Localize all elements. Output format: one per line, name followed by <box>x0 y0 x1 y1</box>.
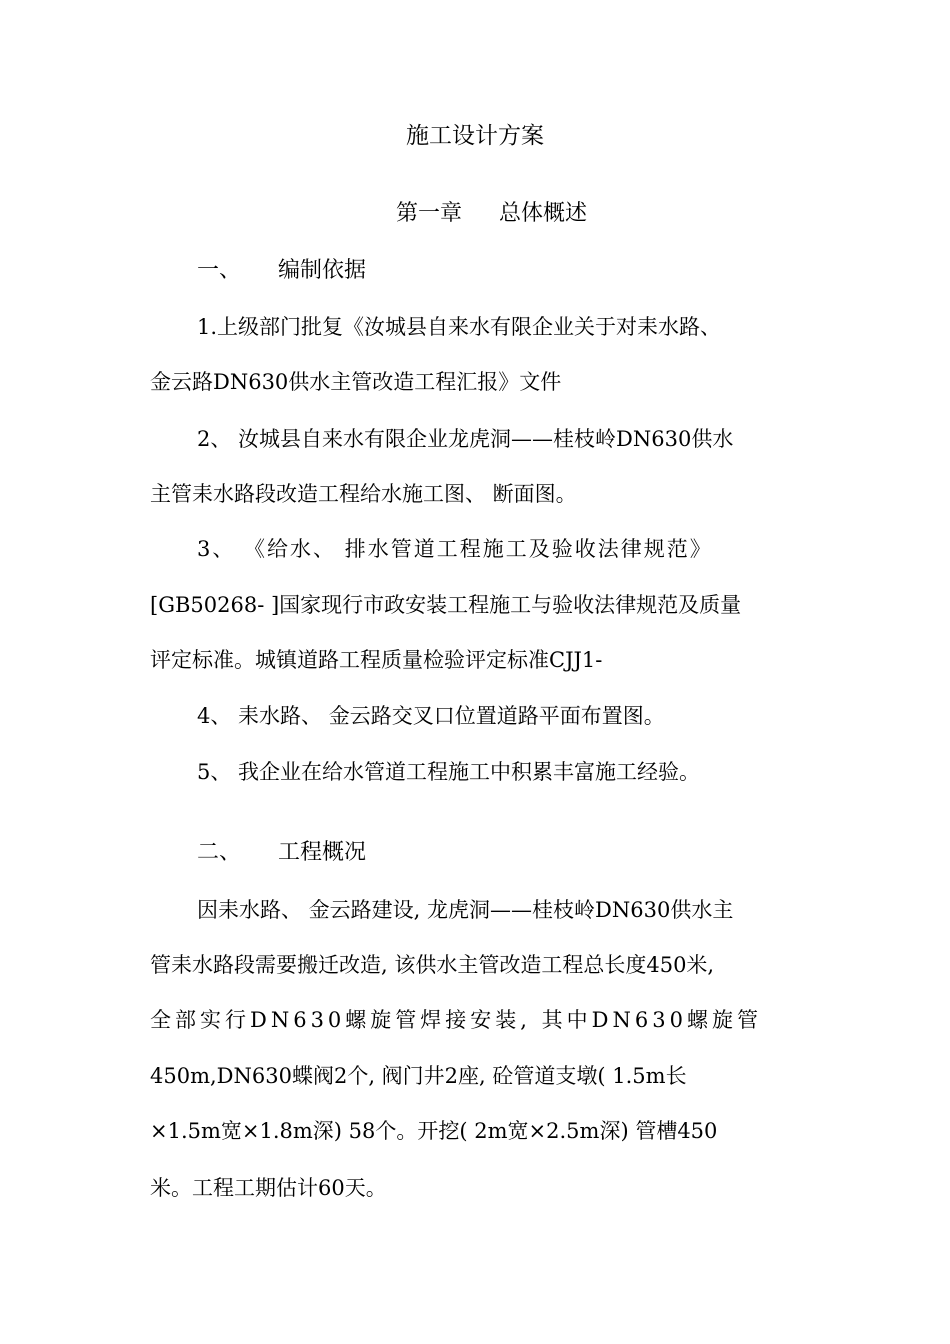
paragraph-line: 评定标准。城镇道路工程质量检验评定标准CJJ1- <box>150 648 603 672</box>
section-number: 一、 <box>197 258 242 283</box>
section-heading <box>197 257 366 285</box>
paragraph-line: 主管耒水路段改造工程给水施工图、 断面图。 <box>150 482 577 506</box>
paragraph-line: 3、 《给水、 排水管道工程施工及验收法律规范》 <box>197 537 713 561</box>
chapter-label: 第一章 <box>396 201 463 226</box>
paragraph-line: 管耒水路段需要搬迁改造, 该供水主管改造工程总长度450米, <box>150 953 715 977</box>
section-number: 二、 <box>197 840 242 865</box>
section-title: 编制依据 <box>278 258 367 283</box>
paragraph-line: 1.上级部门批复《汝城县自来水有限企业关于对耒水路、 <box>197 315 722 339</box>
chapter-name: 总体概述 <box>499 201 588 226</box>
paragraph-line: [GB50268- ]国家现行市政安装工程施工与验收法律规范及质量 <box>150 593 742 617</box>
paragraph-line: 金云路DN630供水主管改造工程汇报》文件 <box>150 370 562 394</box>
paragraph-line: 4、 耒水路、 金云路交叉口位置道路平面布置图。 <box>197 704 665 728</box>
paragraph-line: 米。工程工期估计60天。 <box>150 1176 387 1200</box>
paragraph-line: ×1.5m宽×1.8m深) 58个。开挖( 2m宽×2.5m深) 管槽450 <box>150 1119 718 1143</box>
paragraph-line: 全部实行DN630螺旋管焊接安装, 其中DN630螺旋管 <box>150 1008 762 1032</box>
paragraph-line: 5、 我企业在给水管道工程施工中积累丰富施工经验。 <box>197 760 701 784</box>
paragraph-line: 因耒水路、 金云路建设, 龙虎洞——桂枝岭DN630供水主 <box>197 898 734 922</box>
paragraph-line: 2、 汝城县自来水有限企业龙虎洞——桂枝岭DN630供水 <box>197 427 734 451</box>
paragraph-line: 450m,DN630蝶阀2个, 阀门井2座, 砼管道支墩( 1.5m长 <box>150 1064 687 1088</box>
section-heading <box>197 839 366 867</box>
document-title: 施工设计方案 <box>406 123 544 149</box>
chapter-heading <box>396 200 587 228</box>
section-title: 工程概况 <box>278 840 367 865</box>
